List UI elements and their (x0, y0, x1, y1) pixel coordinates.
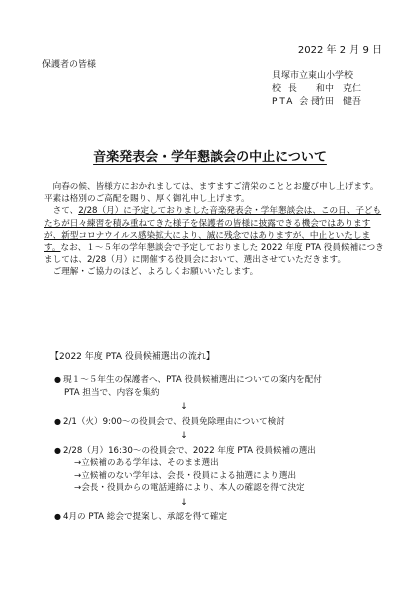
sender-pta-role: PTA 会長 (272, 97, 322, 107)
down-arrow-icon: ↓ (180, 402, 188, 412)
bullet-icon: ● (54, 512, 61, 521)
flow-item-4 (54, 511, 384, 524)
sender-pta (272, 96, 361, 109)
section-heading: 【2022 年度 PTA 役員候補選出の流れ】 (50, 352, 215, 362)
down-arrow-icon: ↓ (180, 497, 188, 508)
body-paragraph-1: 向春の候、皆様方におかれましては、ますますご清栄のこととお慶び申し上げます。平素は格別のご高配を賜り、厚く御礼申し上げます。 (44, 182, 379, 205)
addressee: 保護者の皆様 (42, 60, 97, 70)
flow-item-2 (54, 416, 384, 429)
bullet-icon: ● (54, 416, 61, 426)
selection-flow (54, 374, 384, 524)
flow-item-1-detail: PTA 担当で、内容を集約 (64, 387, 160, 398)
flow-item-3 (54, 445, 384, 458)
cancellation-notice: 2/28（月）に予定しておりました音楽発表会・学年懇談会は、この日、子どもたちが日々練習を積み重ねてきた様子を保護者の皆様に披露できる機会ではありますが、新型コロナウイルス感染拡大により、誠に残念ではありますが、中止といたします。 (44, 206, 382, 254)
flow-item-2-text: 2/1（火）9:00～の役員会で、役員免除理由について検討 (63, 416, 285, 427)
body-paragraph-2-tail: なお、１～５年の学年懇談会で予定しておりました 2022 年度 PTA 役員候補につきましては、2/28（月）に開催する役員会において、選出させていただきます。 (44, 243, 384, 266)
flow-item-3-detail-2: →立候補のない学年は、会長・役員による抽選により選出 (74, 470, 297, 481)
flow-item-4-text: 4月の PTA 総会で提案し、承認を得て確定 (63, 512, 228, 522)
body-paragraph-2-lead: さて、 (52, 206, 79, 217)
sender-principal-role: 校 長 (272, 84, 299, 94)
flow-item-3-detail-3: →会長・役員からの電話連絡により、本人の確認を得て決定 (74, 483, 305, 493)
flow-item-1 (54, 374, 384, 387)
document-date: 2022 年 2 月 9 日 (297, 45, 382, 56)
sender-principal (272, 83, 361, 96)
document-title: 音楽発表会・学年懇談会の中止について (93, 150, 327, 165)
sender-school (272, 70, 361, 83)
body-paragraph-3: ご理解・ご協力のほど、よろしくお願いいたします。 (52, 267, 259, 278)
bullet-icon: ● (54, 375, 61, 384)
flow-item-1-text: 現１～５年生の保護者へ、PTA 役員候補選出についての案内を配付 (63, 375, 322, 385)
body-text (44, 181, 384, 279)
sender-pta-name: 竹田 健吾 (316, 97, 362, 107)
flow-item-3-text: 2/28（月）16:30～の役員会で、2022 年度 PTA 役員候補の選出 (63, 445, 316, 456)
body-paragraph-2 (44, 205, 384, 266)
down-arrow-icon: ↓ (180, 431, 188, 441)
sender-school-name: 貝塚市立東山小学校 (272, 71, 354, 81)
flow-item-3-detail-1: →立候補のある学年は、そのまま選出 (74, 458, 219, 468)
sender-principal-name: 和中 克仁 (316, 84, 362, 94)
bullet-icon: ● (54, 445, 61, 455)
sender-block (272, 70, 361, 109)
